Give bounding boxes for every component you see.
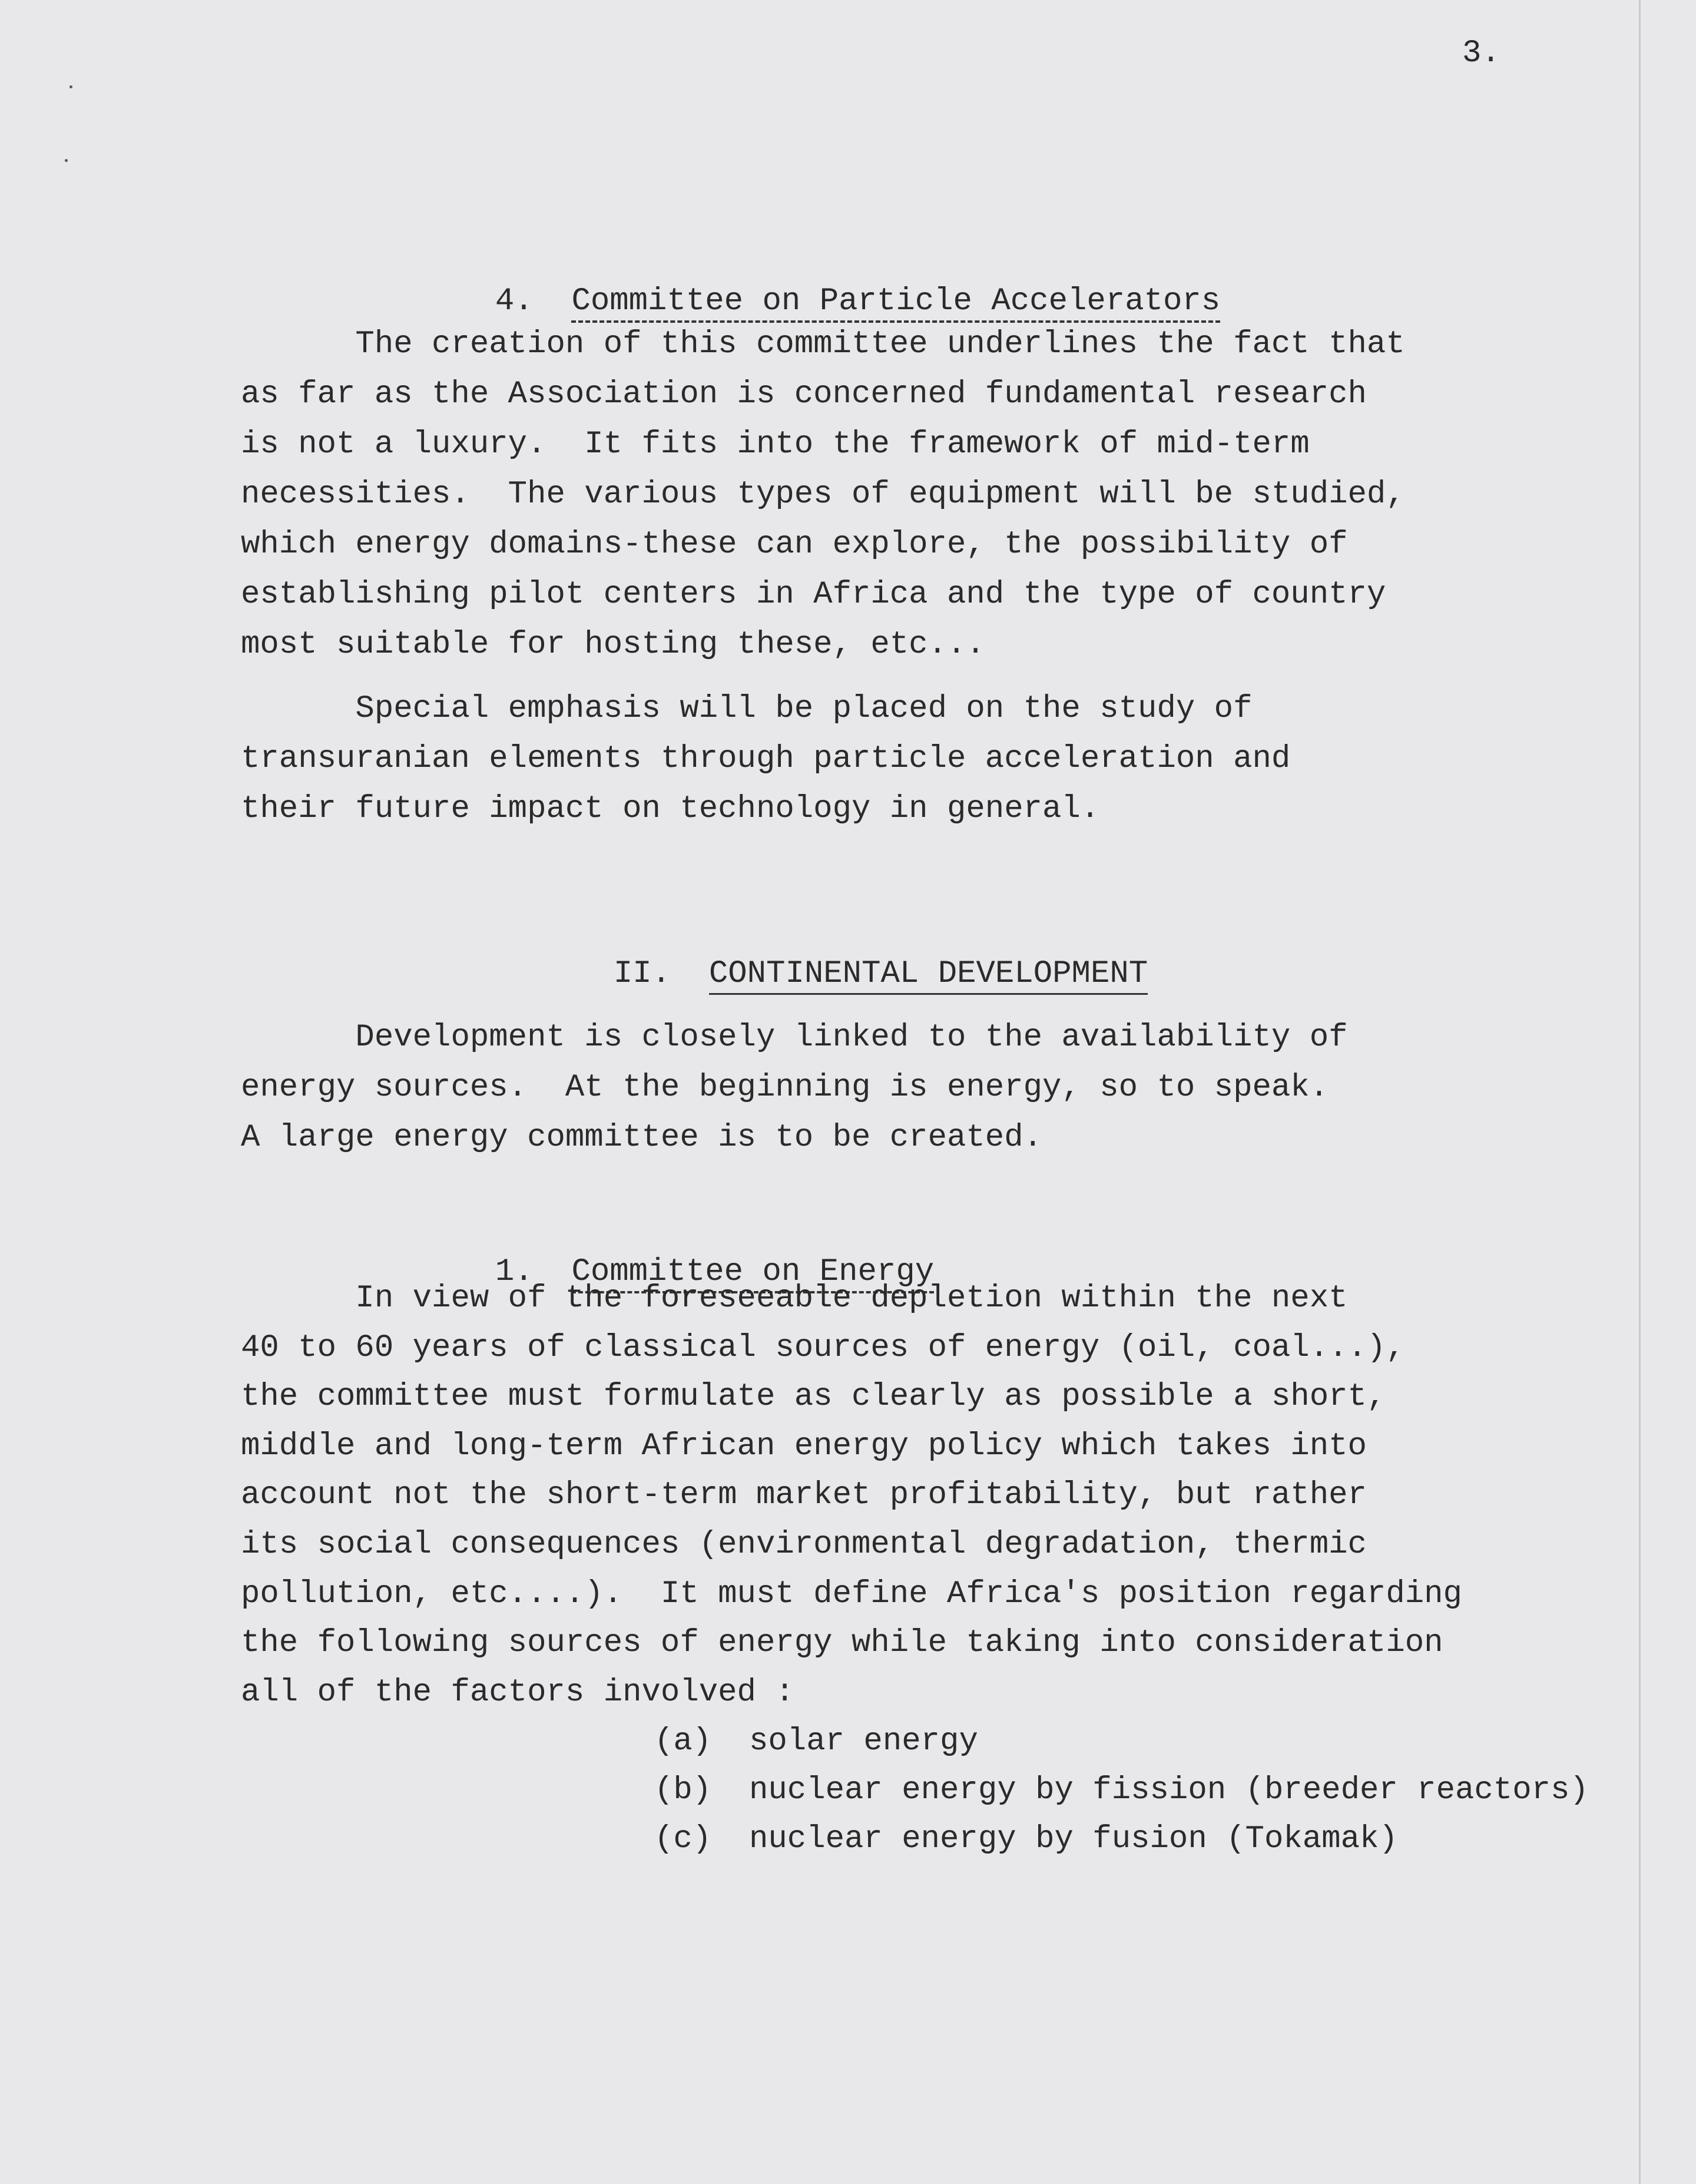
paragraph	[241, 684, 1290, 834]
text-line: account not the short-term market profitability, but rather	[241, 1477, 1367, 1514]
text-line: energy sources. At the beginning is energy, so to speak.	[241, 1070, 1329, 1106]
part-title: CONTINENTAL DEVELOPMENT	[709, 956, 1148, 995]
text-line: its social consequences (environmental degradation, thermic	[241, 1526, 1367, 1563]
part-2-heading	[575, 899, 1148, 999]
section-title: Committee on Particle Accelerators	[571, 283, 1220, 323]
list-item-text: nuclear energy by fission (breeder reactors)	[749, 1772, 1589, 1808]
list-item-text: solar energy	[749, 1723, 978, 1759]
text-line: pollution, etc....). It must define Africa's position regarding	[241, 1576, 1462, 1612]
text-line: most suitable for hosting these, etc...	[241, 627, 985, 663]
list-item-label: (c)	[654, 1821, 712, 1857]
text-line: Special emphasis will be placed on the study of	[241, 691, 1253, 727]
paragraph	[241, 1273, 1462, 1716]
text-line: establishing pilot centers in Africa and the type of country	[241, 577, 1386, 613]
text-line: 40 to 60 years of classical sources of energy (oil, coal...),	[241, 1329, 1405, 1366]
text-line: In view of the foreseeable depletion within the next	[241, 1280, 1348, 1316]
list-item-text: nuclear energy by fusion (Tokamak)	[749, 1821, 1398, 1857]
text-line: the committee must formulate as clearly as possible a short,	[241, 1379, 1386, 1415]
paragraph	[241, 319, 1405, 670]
text-line: as far as the Association is concerned fundamental research	[241, 376, 1367, 412]
text-line: is not a luxury. It fits into the framework of mid-term	[241, 426, 1310, 462]
section-4-heading	[457, 226, 1220, 326]
scan-speck	[65, 159, 68, 162]
text-line: necessities. The various types of equipment will be studied,	[241, 476, 1405, 512]
paragraph	[241, 1012, 1348, 1163]
list-item-label: (a)	[654, 1723, 712, 1759]
part-number: II.	[613, 956, 671, 992]
text-line: all of the factors involved :	[241, 1674, 794, 1710]
page-edge-line	[1639, 0, 1641, 2184]
section-title: Committee on Energy	[571, 1254, 934, 1293]
section-number: 4.	[495, 283, 534, 319]
text-line: their future impact on technology in general.	[241, 791, 1100, 827]
text-line: transuranian elements through particle acceleration and	[241, 741, 1291, 777]
page-number: 3.	[1462, 35, 1500, 71]
section-number: 1.	[495, 1254, 534, 1290]
list-item-label: (b)	[654, 1772, 712, 1808]
text-line: Development is closely linked to the availability of	[241, 1020, 1348, 1055]
text-line: the following sources of energy while taking into consideration	[241, 1625, 1443, 1662]
text-line: A large energy committee is to be created.	[241, 1120, 1043, 1156]
scan-speck	[69, 85, 72, 88]
text-line: which energy domains-these can explore, the possibility of	[241, 527, 1348, 562]
text-line: middle and long-term African energy policy which takes into	[241, 1428, 1367, 1464]
text-line: The creation of this committee underlines the fact that	[241, 326, 1405, 362]
